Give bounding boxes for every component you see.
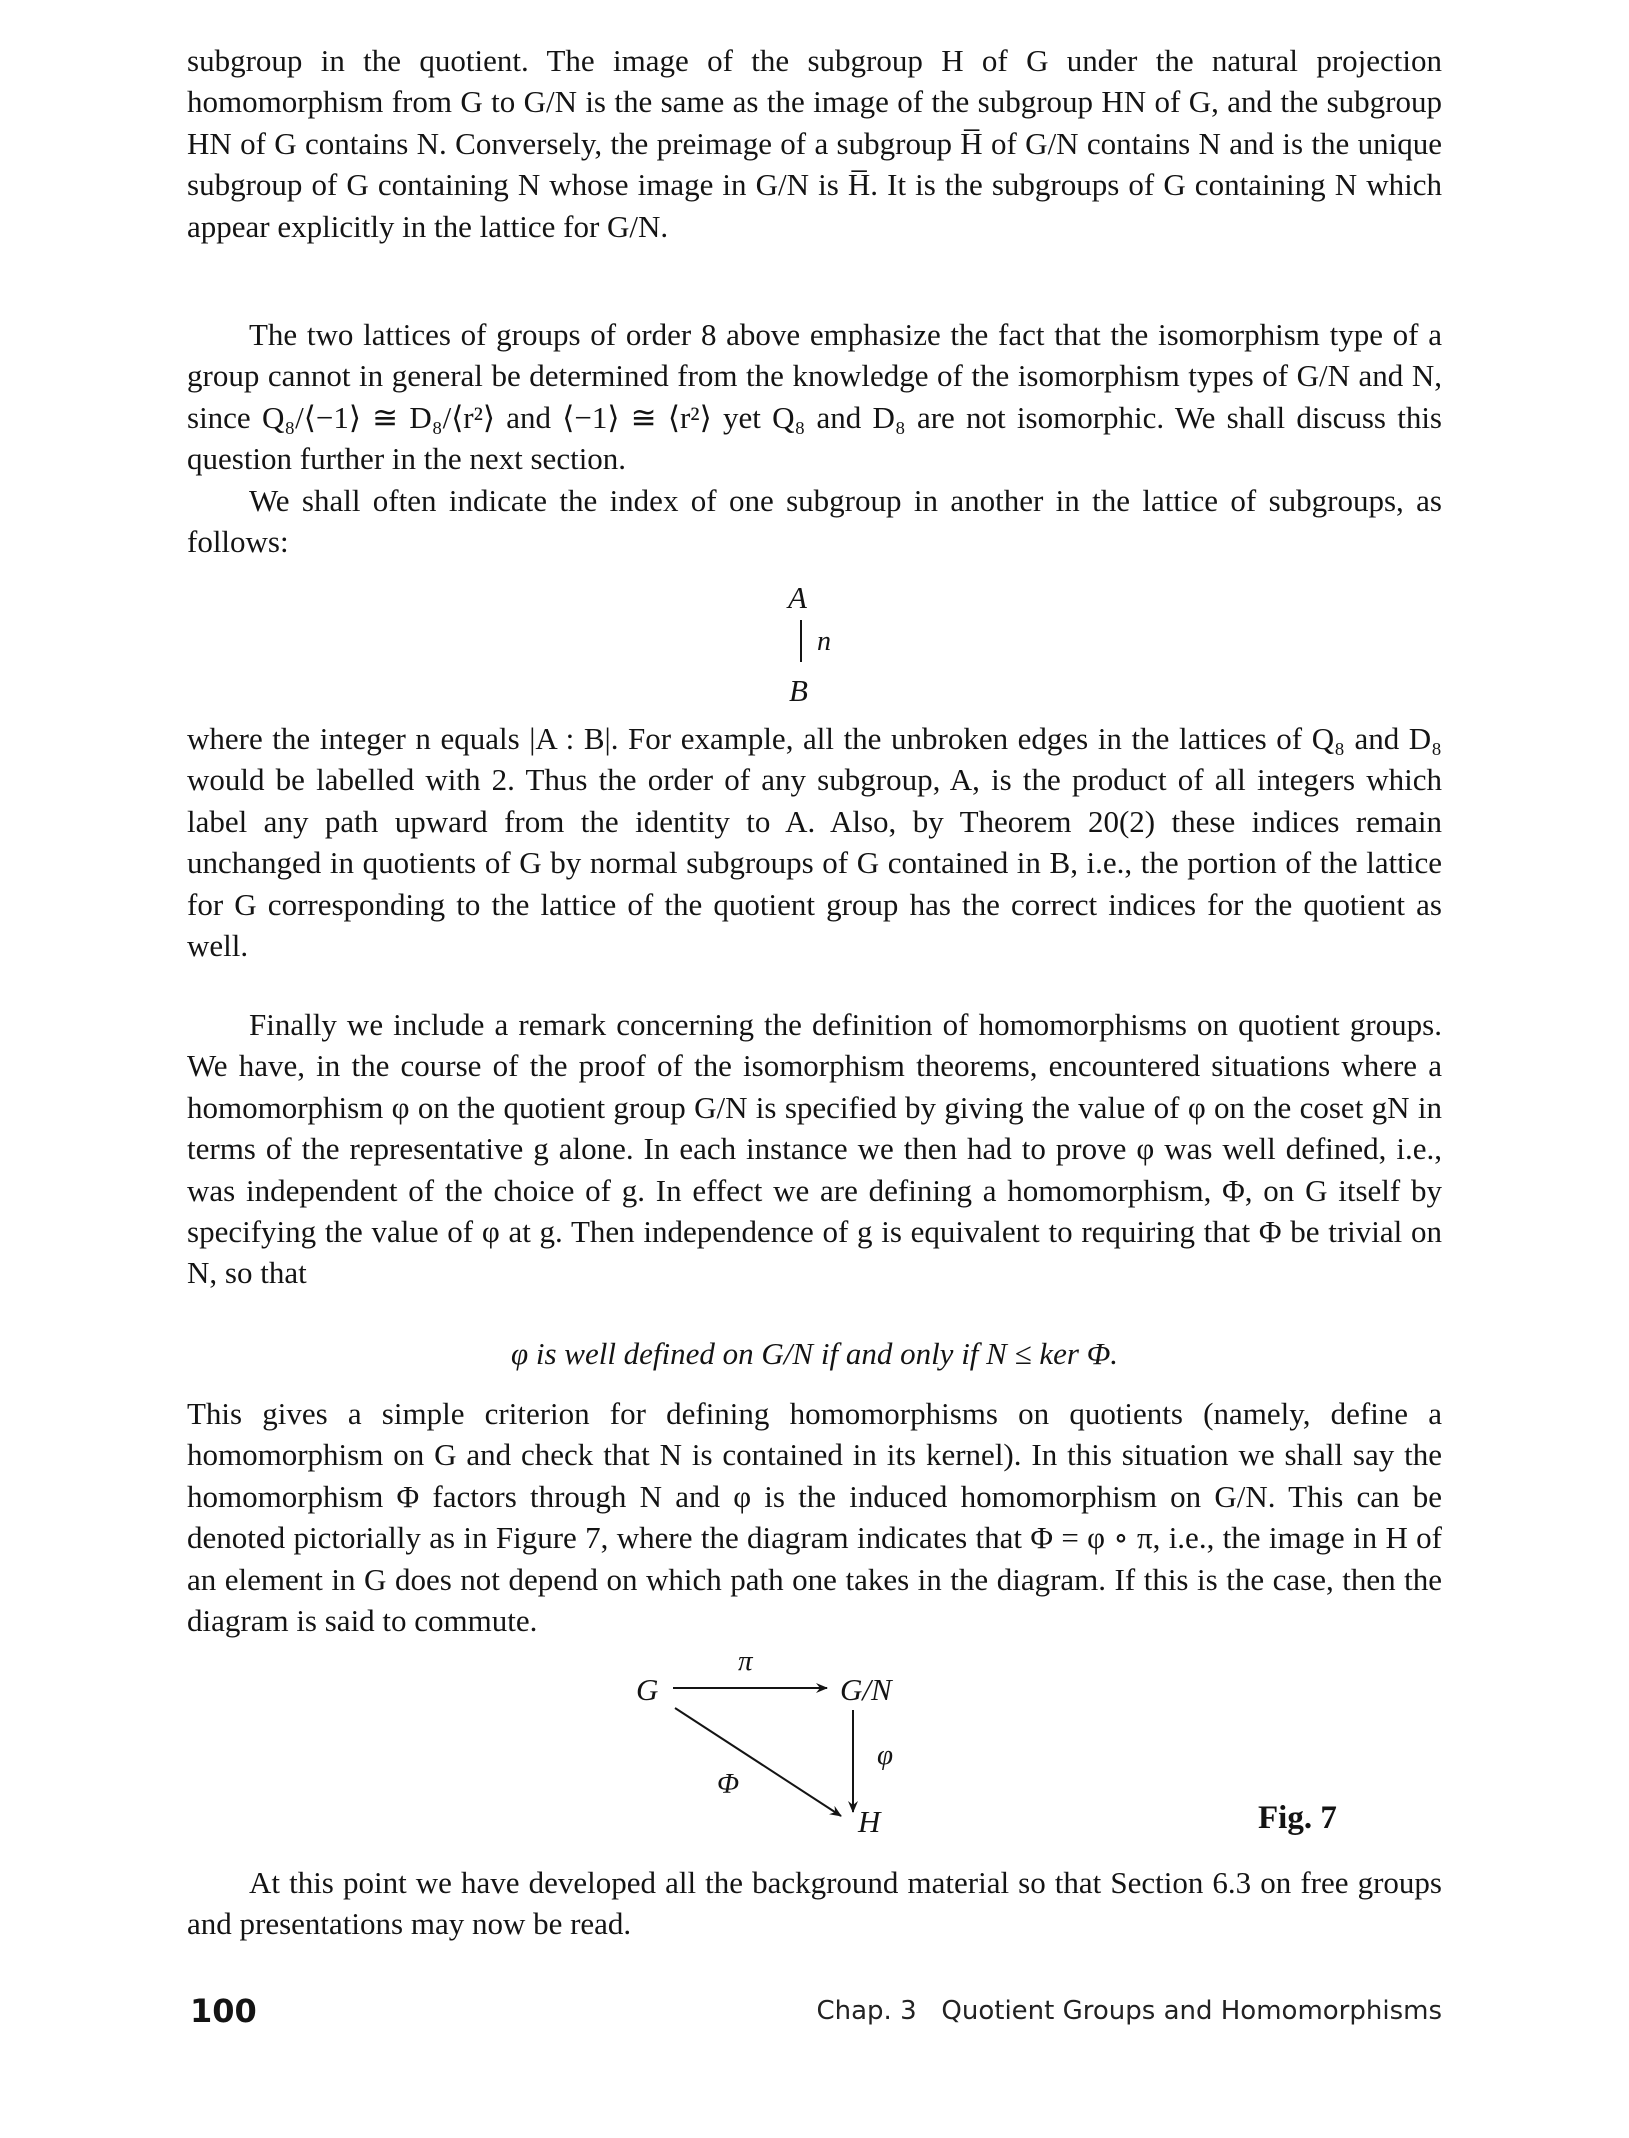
paragraph-factors-through: This gives a simple criterion for defining homomorphisms on quotients (namely, define a homomorphism on G and check that N is contained in its kernel). In this situation we shall say the homomorphism Φ factors through N and φ is the induced homomorphism on G/N. This can be denoted pictorially as in Figure 7, where the diagram indicates that Φ = φ ∘ π, i.e., the image in H of an element in G does not depend on which path one takes in the diagram. If this is the case, then the diagram is said to commute. [187, 1396, 1442, 1639]
paragraph-quotient-subgroups: subgroup in the quotient. The image of the subgroup H of G under the natural projection homomorphism from G to G/N is the same as the image of the subgroup HN of G, and the subgroup HN of G contains N. Conversely, the preimage of a subgroup H̅ of G/N contains N and is the unique subgroup of G containing N whose image in G/N is H̅. It is the subgroups of G containing N which appear explicitly in the lattice for G/N. [187, 43, 1442, 244]
fig7-label-Phi: Φ [717, 1768, 740, 1800]
running-footer-chapter: Chap. 3 Quotient Groups and Homomorphisms [816, 1996, 1442, 2026]
display-well-defined-criterion: φ is well defined on G/N if and only if N ≤ ker Φ. [510, 1336, 1119, 1371]
index-diagram-bottom: B [789, 673, 808, 708]
arrow-Phi [675, 1708, 841, 1816]
paragraph-lattices-order-8: The two lattices of groups of order 8 above emphasize the fact that the isomorphism type of a group cannot in general be determined from the knowledge of the isomorphism types of G/N and N, since Q₈/⟨−1⟩ ≅ D₈/⟨r²⟩ and ⟨−1⟩ ≅ ⟨r²⟩ yet Q₈ and D₈ are not isomorphic. We shall discuss this question further in the next section. [187, 317, 1442, 477]
page-number: 100 [190, 1992, 257, 2030]
fig7-node-gn: G/N [840, 1672, 892, 1707]
fig7-caption: Fig. 7 [1258, 1800, 1337, 1836]
paragraph-homomorphism-remark: Finally we include a remark concerning the definition of homomorphisms on quotient groups. We have, in the course of the proof of the isomorphism theorems, encountered situations where a homomorphism φ on the quotient group G/N is specified by giving the value of φ on the coset gN in terms of the representative g alone. In each instance we then had to prove φ was well defined, i.e., was independent of the choice of g. In effect we are defining a homomorphism, Φ, on G itself by specifying the value of φ at g. Then independence of g is equivalent to requiring that Φ be trivial on N, so that [187, 1007, 1442, 1291]
paragraph-index-notation: We shall often indicate the index of one subgroup in another in the lattice of subgroups, as follows: [187, 483, 1442, 560]
paragraph-index-explanation: where the integer n equals |A : B|. For example, all the unbroken edges in the lattices of Q₈ and D₈ would be labelled with 2. Thus the order of any subgroup, A, is the product of all integers which label any path upward from the identity to A. Also, by Theorem 20(2) these indices remain unchanged in quotients of G by normal subgroups of G contained in B, i.e., the portion of the lattice for G corresponding to the lattice of the quotient group has the correct indices for the quotient as well. [187, 721, 1442, 964]
index-diagram-top: A [788, 580, 807, 615]
index-diagram-edge-label: n [817, 626, 831, 657]
fig7-label-pi: π [738, 1645, 753, 1677]
fig7-node-h: H [858, 1804, 881, 1839]
fig7-label-phi: φ [877, 1739, 894, 1771]
fig7-node-g: G [636, 1672, 659, 1707]
paragraph-background-complete: At this point we have developed all the background material so that Section 6.3 on free groups and presentations may now be read. [187, 1865, 1442, 1942]
